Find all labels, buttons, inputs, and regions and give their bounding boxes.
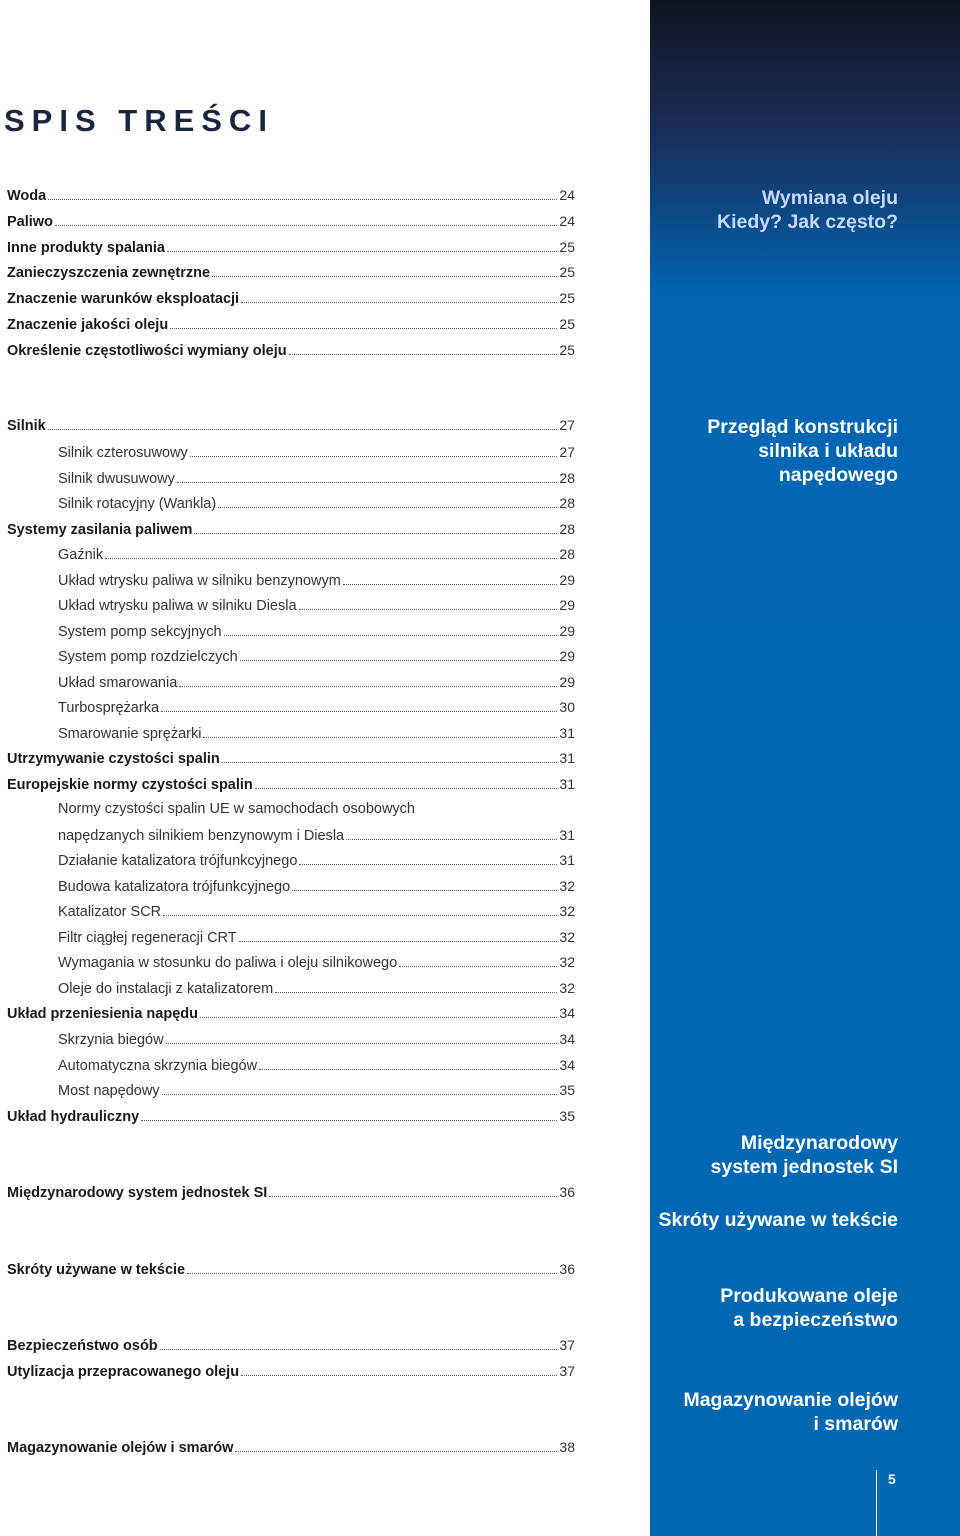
toc-leader-dots [222,749,558,763]
toc-leader-dots [167,238,558,252]
toc-entry-title: Gaźnik [58,547,104,563]
toc-entry[interactable] [58,1056,575,1076]
toc-leader-dots [179,673,557,687]
toc-entry-title: Znaczenie warunków eksploatacji [7,291,240,307]
section-sidebar [650,0,960,1536]
toc-entry-title: Układ wtrysku paliwa w silniku Diesla [58,598,297,614]
sidebar-heading-line: Kiedy? Jak często? [717,211,898,233]
toc-leader-dots [399,953,557,967]
toc-leader-dots [292,877,557,891]
sidebar-heading-storage [683,1388,898,1436]
toc-entry[interactable] [7,1362,575,1382]
toc-entry[interactable] [58,928,575,948]
toc-entry-title: Inne produkty spalania [7,240,165,256]
toc-leader-dots [48,416,558,430]
toc-leader-dots [269,1183,557,1197]
toc-entry-page: 31 [559,827,575,843]
toc-entry-page: 32 [559,929,575,945]
toc-leader-dots [55,212,557,226]
toc-entry-title: Utylizacja przepracowanego oleju [7,1364,240,1380]
toc-entry-title: Katalizator SCR [58,904,162,920]
toc-entry-page: 25 [559,316,575,332]
toc-leader-dots [239,928,558,942]
toc-entry-page: 34 [559,1005,575,1021]
toc-entry-title: Filtr ciągłej regeneracji CRT [58,930,237,946]
toc-entry[interactable] [7,1260,575,1280]
toc-entry-page: 29 [559,597,575,613]
toc-leader-dots [190,443,558,457]
toc-leader-dots [203,724,557,738]
toc-entry[interactable] [58,724,575,744]
sidebar-heading-line: napędowego [778,464,898,486]
toc-entry-page: 28 [559,470,575,486]
toc-leader-dots [161,698,557,712]
toc-entry[interactable] [58,826,575,846]
toc-entry[interactable] [58,902,575,922]
toc-entry-page: 25 [559,290,575,306]
toc-entry[interactable] [7,1336,575,1356]
toc-leader-dots [275,979,557,993]
toc-entry[interactable] [7,1004,575,1024]
sidebar-heading-abbreviations [658,1208,898,1232]
toc-entry[interactable] [7,775,575,795]
toc-entry-title: Układ hydrauliczny [7,1109,140,1125]
toc-entry-page: 31 [559,776,575,792]
toc-entry[interactable] [7,238,575,258]
toc-entry-page: 31 [559,750,575,766]
toc-leader-dots [170,315,557,329]
toc-entry[interactable] [58,673,575,693]
toc-entry-page: 38 [559,1439,575,1455]
page-title: SPIS TREŚCI [4,103,274,138]
toc-entry-page: 37 [559,1363,575,1379]
toc-entry-title: Europejskie normy czystości spalin [7,777,253,793]
toc-entry-title: Most napędowy [58,1083,160,1099]
sidebar-heading-line: Wymiana oleju [761,187,898,209]
toc-entry-page: 35 [559,1082,575,1098]
toc-entry-page: 32 [559,903,575,919]
toc-leader-dots [255,775,558,789]
toc-entry-page: 36 [559,1261,575,1277]
toc-entry-title: Skróty używane w tekście [7,1262,186,1278]
toc-leader-dots [259,1056,557,1070]
toc-entry-page: 32 [559,954,575,970]
toc-entry-title: Paliwo [7,214,53,230]
toc-entry-title: Wymagania w stosunku do paliwa i oleju silnikowego [58,955,398,971]
sidebar-heading-line: Przegląd konstrukcji [707,416,898,438]
toc-leader-dots [235,1438,557,1452]
toc-entry-title: Silnik [7,418,46,434]
toc-entry-title: Magazynowanie olejów i smarów [7,1440,234,1456]
toc-entry[interactable] [7,1438,575,1458]
toc-entry-page: 29 [559,623,575,639]
toc-entry[interactable] [58,647,575,667]
toc-entry-title: Układ przeniesienia napędu [7,1006,198,1022]
toc-entry-page: 31 [559,852,575,868]
toc-entry-title: Silnik rotacyjny (Wankla) [58,496,217,512]
toc-entry[interactable] [7,186,575,206]
page-number-rule [876,1470,877,1536]
toc-leader-dots [194,520,557,534]
toc-entry-page: 28 [559,495,575,511]
toc-leader-dots [212,263,557,277]
toc-entry[interactable] [58,571,575,591]
toc-entry[interactable] [58,545,575,565]
toc-entry-page: 25 [559,264,575,280]
toc-entry-title: Budowa katalizatora trójfunkcyjnego [58,879,291,895]
toc-entry-page: 35 [559,1108,575,1124]
toc-entry[interactable] [58,622,575,642]
sidebar-heading-oil-change [717,186,898,234]
toc-entry[interactable] [58,1081,575,1101]
toc-entry[interactable] [58,979,575,999]
sidebar-heading-line: Produkowane oleje [720,1285,898,1307]
toc-leader-dots [346,826,557,840]
toc-leader-dots [218,494,557,508]
toc-entry-page: 36 [559,1184,575,1200]
toc-entry-title: Skrzynia biegów [58,1032,164,1048]
toc-entry[interactable] [58,443,575,463]
toc-entry-title: Normy czystości spalin UE w samochodach osobowych [58,801,415,817]
toc-entry-page: 28 [559,546,575,562]
toc-entry[interactable] [58,953,575,973]
toc-entry-page: 25 [559,239,575,255]
toc-entry[interactable] [58,698,575,718]
page-number: 5 [888,1471,896,1487]
toc-leader-dots [105,545,557,559]
toc-leader-dots [187,1260,557,1274]
sidebar-heading-line: a bezpieczeństwo [733,1309,898,1331]
toc-entry[interactable] [58,469,575,489]
toc-leader-dots [160,1336,558,1350]
toc-entry-title: napędzanych silnikiem benzynowym i Diesla [58,828,345,844]
toc-leader-dots [224,622,558,636]
toc-leader-dots [299,596,558,610]
toc-leader-dots [166,1030,558,1044]
sidebar-heading-line: silnika i układu [758,440,898,462]
toc-leader-dots [48,186,557,200]
toc-leader-dots [343,571,558,585]
toc-entry-title: System pomp rozdzielczych [58,649,238,665]
toc-leader-dots [162,1081,558,1095]
toc-entry[interactable] [7,315,575,335]
toc-leader-dots [200,1004,557,1018]
toc-entry-title: Bezpieczeństwo osób [7,1338,158,1354]
toc-leader-dots [241,1362,557,1376]
toc-entry-page: 29 [559,572,575,588]
toc-entry-title: Układ smarowania [58,675,178,691]
toc-entry-page: 37 [559,1337,575,1353]
toc-leader-dots [141,1107,557,1121]
toc-entry[interactable] [7,1183,575,1203]
toc-entry-page: 28 [559,521,575,537]
toc-entry-title: Określenie częstotliwości wymiany oleju [7,343,287,359]
toc-leader-dots [177,469,558,483]
toc-entry-title: Turbosprężarka [58,700,160,716]
toc-entry[interactable] [58,800,575,820]
sidebar-heading-line: Skróty używane w tekście [658,1209,898,1231]
toc-entry-title: Działanie katalizatora trójfunkcyjnego [58,853,298,869]
sidebar-heading-si-units [711,1131,899,1179]
sidebar-heading-line: system jednostek SI [710,1156,898,1178]
toc-entry[interactable] [7,212,575,232]
toc-entry-page: 32 [559,980,575,996]
toc-entry-page: 31 [559,725,575,741]
toc-entry-page: 29 [559,648,575,664]
toc-entry-title: Automatyczna skrzynia biegów [58,1058,258,1074]
toc-entry-title: Silnik dwusuwowy [58,471,175,487]
toc-entry-page: 34 [559,1057,575,1073]
toc-entry-title: System pomp sekcyjnych [58,624,222,640]
sidebar-heading-line: Magazynowanie olejów [683,1389,898,1411]
toc-entry[interactable] [58,851,575,871]
toc-entry-title: Woda [7,188,47,204]
toc-entry-title: Zanieczyszczenia zewnętrzne [7,265,211,281]
toc-leader-dots [299,851,557,865]
toc-leader-dots [241,289,557,303]
toc-entry[interactable] [58,1030,575,1050]
toc-entry[interactable] [7,341,575,361]
toc-entry-page: 30 [559,699,575,715]
sidebar-heading-line: Międzynarodowy [740,1132,898,1154]
toc-entry[interactable] [58,494,575,514]
toc-leader-dots [289,341,558,355]
toc-entry-page: 34 [559,1031,575,1047]
sidebar-heading-line: i smarów [813,1413,898,1435]
toc-entry-title: Smarowanie sprężarki [58,726,202,742]
toc-entry[interactable] [7,289,575,309]
toc-entry[interactable] [7,416,575,436]
toc-leader-dots [240,647,558,661]
toc-entry-page: 29 [559,674,575,690]
toc-entry-page: 25 [559,342,575,358]
toc-entry[interactable] [7,520,575,540]
toc-entry-title: Utrzymywanie czystości spalin [7,751,220,767]
toc-entry-title: Znaczenie jakości oleju [7,317,169,333]
toc-entry-title: Systemy zasilania paliwem [7,522,193,538]
toc-entry-title: Oleje do instalacji z katalizatorem [58,981,274,997]
toc-entry-page: 27 [559,417,575,433]
toc-leader-dots [163,902,557,916]
toc-entry-page: 24 [559,213,575,229]
toc-entry-page: 27 [559,444,575,460]
sidebar-heading-engine-overview [707,415,898,487]
toc-entry[interactable] [7,263,575,283]
toc-entry[interactable] [58,877,575,897]
toc-entry-page: 24 [559,187,575,203]
toc-entry-page: 32 [559,878,575,894]
toc-entry[interactable] [7,1107,575,1127]
toc-entry[interactable] [58,596,575,616]
toc-entry-title: Układ wtrysku paliwa w silniku benzynowym [58,573,341,589]
toc-entry[interactable] [7,749,575,769]
toc-entry-title: Silnik czterosuwowy [58,445,188,461]
toc-entry-title: Międzynarodowy system jednostek SI [7,1185,268,1201]
sidebar-heading-oils-safety [720,1284,898,1332]
